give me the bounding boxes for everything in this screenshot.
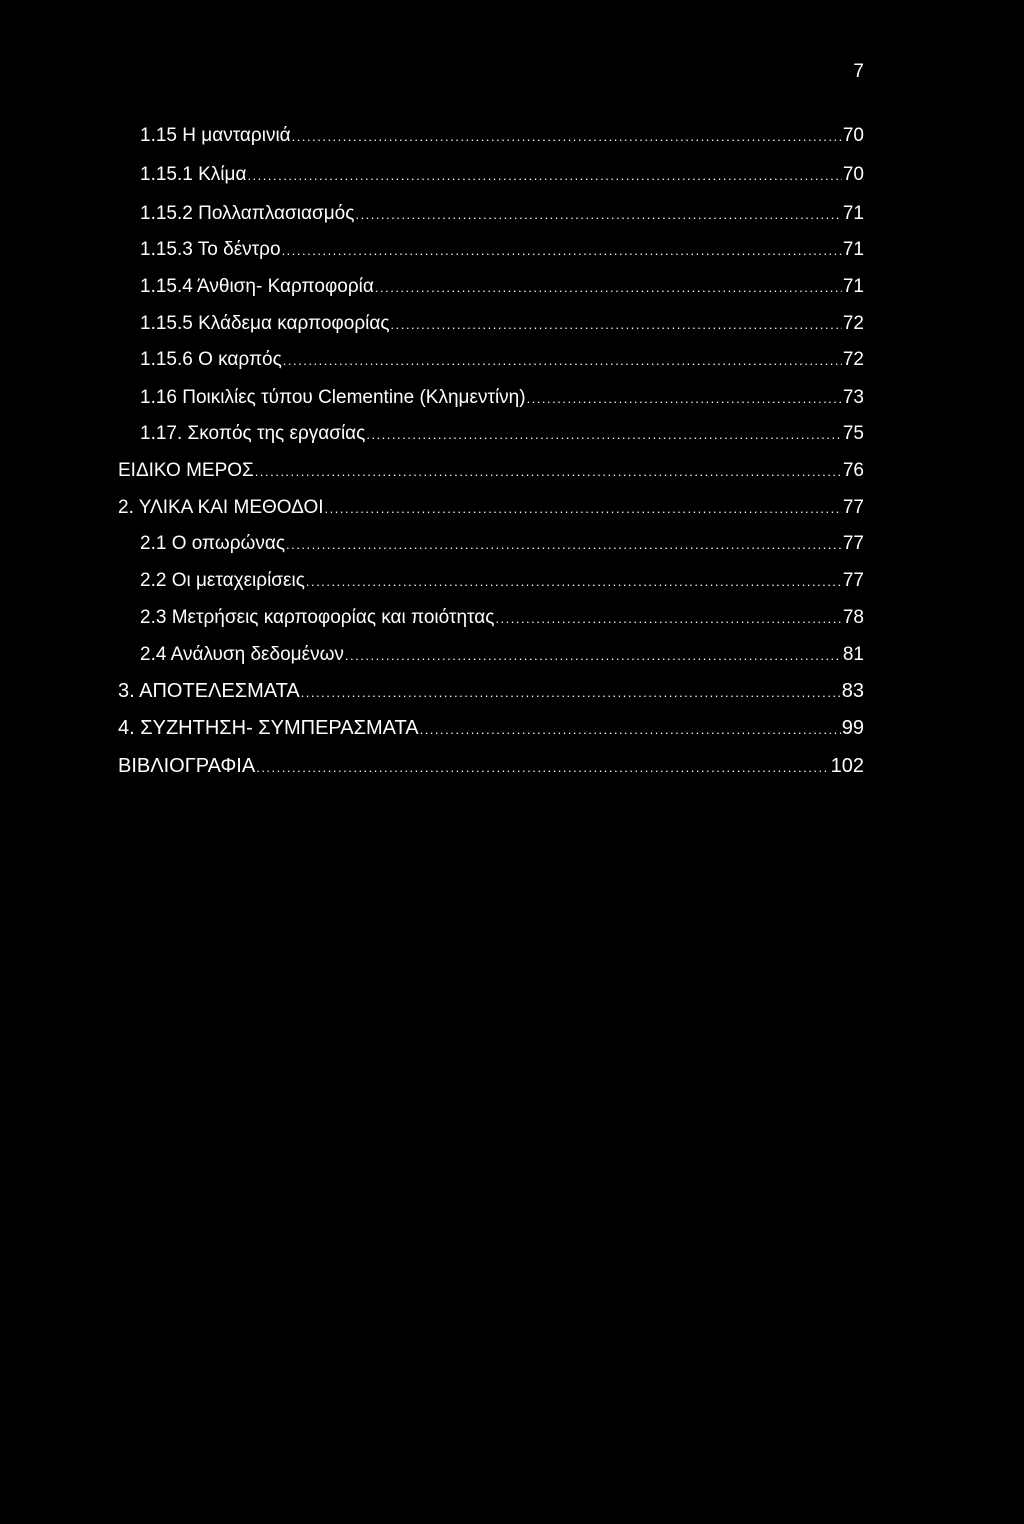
toc-entry-page: 71 xyxy=(842,203,864,224)
toc-dot-leader xyxy=(375,275,842,301)
toc-entry-page: 81 xyxy=(842,644,864,665)
toc-entry-label: 2.2 Οι μεταχειρίσεις xyxy=(140,570,305,591)
page-number: 7 xyxy=(853,61,864,82)
toc-dot-leader xyxy=(366,422,842,448)
toc-entry-page: 77 xyxy=(842,533,864,554)
toc-entry[interactable] xyxy=(140,201,864,227)
toc-entry-page: 75 xyxy=(842,423,864,444)
toc-dot-leader xyxy=(283,348,842,374)
toc-dot-leader xyxy=(325,496,842,522)
toc-entry-label: 1.15.4 Άνθιση- Καρποφορία xyxy=(140,276,374,297)
toc-entry-label: 1.15.5 Κλάδεμα καρποφορίας xyxy=(140,313,390,334)
toc-entry-page: 71 xyxy=(842,276,864,297)
toc-dot-leader xyxy=(282,238,842,264)
toc-entry-label: 2. ΥΛΙΚΑ ΚΑΙ ΜΕΘΟΔΟΙ xyxy=(118,497,324,518)
toc-entry-page: 78 xyxy=(842,607,864,628)
toc-entry-label: 1.16 Ποικιλίες τύπου Clementine (Κλημεντίνη) xyxy=(140,387,526,408)
toc-dot-leader xyxy=(345,643,842,669)
toc-entry[interactable] xyxy=(118,753,864,779)
toc-dot-leader xyxy=(527,386,842,412)
toc-dot-leader xyxy=(306,569,842,595)
toc-entry-page: 72 xyxy=(842,313,864,334)
toc-dot-leader xyxy=(420,717,841,743)
toc-entry[interactable] xyxy=(140,162,864,188)
toc-entry-label: 1.15.2 Πολλαπλασιασμός xyxy=(140,203,355,224)
toc-entry-label: 4. ΣΥΖΗΤΗΣΗ- ΣΥΜΠΕΡΑΣΜΑΤΑ xyxy=(118,717,419,739)
toc-entry[interactable] xyxy=(118,458,864,484)
toc-entry[interactable] xyxy=(140,421,864,447)
toc-dot-leader xyxy=(256,755,829,781)
toc-entry[interactable] xyxy=(140,123,864,149)
toc-entry[interactable] xyxy=(140,642,864,668)
toc-entry[interactable] xyxy=(140,605,864,631)
toc-entry[interactable] xyxy=(140,311,864,337)
toc-entry-page: 77 xyxy=(842,497,864,518)
toc-entry-label: 2.1 Ο οπωρώνας xyxy=(140,533,286,554)
toc-entry-page: 77 xyxy=(842,570,864,591)
toc-dot-leader xyxy=(286,532,842,558)
toc-entry-page: 99 xyxy=(841,717,864,739)
toc-entry-page: 71 xyxy=(842,239,864,260)
toc-dot-leader xyxy=(355,202,841,228)
toc-entry-page: 73 xyxy=(842,387,864,408)
toc-entry-label: 1.15 Η μανταρινιά xyxy=(140,125,291,146)
toc-entry[interactable] xyxy=(140,385,864,411)
toc-entry[interactable] xyxy=(118,715,864,741)
toc-entry[interactable] xyxy=(140,347,864,373)
toc-entry-page: 83 xyxy=(841,680,864,702)
toc-entry-label: 1.15.3 Το δέντρο xyxy=(140,239,281,260)
toc-entry-page: 72 xyxy=(842,349,864,370)
toc-entry[interactable] xyxy=(140,274,864,300)
toc-entry-page: 102 xyxy=(830,755,864,777)
toc-entry[interactable] xyxy=(140,531,864,557)
toc-entry-label: 1.15.6 Ο καρπός xyxy=(140,349,282,370)
toc-entry-label: 3. ΑΠΟΤΕΛΕΣΜΑΤΑ xyxy=(118,680,300,702)
toc-dot-leader xyxy=(247,163,841,189)
toc-entry[interactable] xyxy=(118,495,864,521)
toc-dot-leader xyxy=(495,606,841,632)
toc-entry-page: 70 xyxy=(842,164,864,185)
toc-entry-label: 1.17. Σκοπός της εργασίας xyxy=(140,423,366,444)
toc-dot-leader xyxy=(292,124,842,150)
toc-entry-page: 76 xyxy=(842,460,864,481)
toc-dot-leader xyxy=(391,312,842,338)
toc-entry-label: ΕΙΔΙΚΟ ΜΕΡΟΣ xyxy=(118,460,254,481)
toc-dot-leader xyxy=(255,459,842,485)
toc-entry-label: 2.4 Ανάλυση δεδομένων xyxy=(140,644,344,665)
toc-dot-leader xyxy=(301,680,841,706)
toc-entry-label: ΒΙΒΛΙΟΓΡΑΦΙΑ xyxy=(118,755,256,777)
toc-entry[interactable] xyxy=(140,568,864,594)
toc-entry[interactable] xyxy=(140,237,864,263)
toc-entry-page: 70 xyxy=(842,125,864,146)
toc-entry-label: 2.3 Μετρήσεις καρποφορίας και ποιότητας xyxy=(140,607,495,628)
toc-entry[interactable] xyxy=(118,678,864,704)
toc-entry-label: 1.15.1 Κλίμα xyxy=(140,164,247,185)
